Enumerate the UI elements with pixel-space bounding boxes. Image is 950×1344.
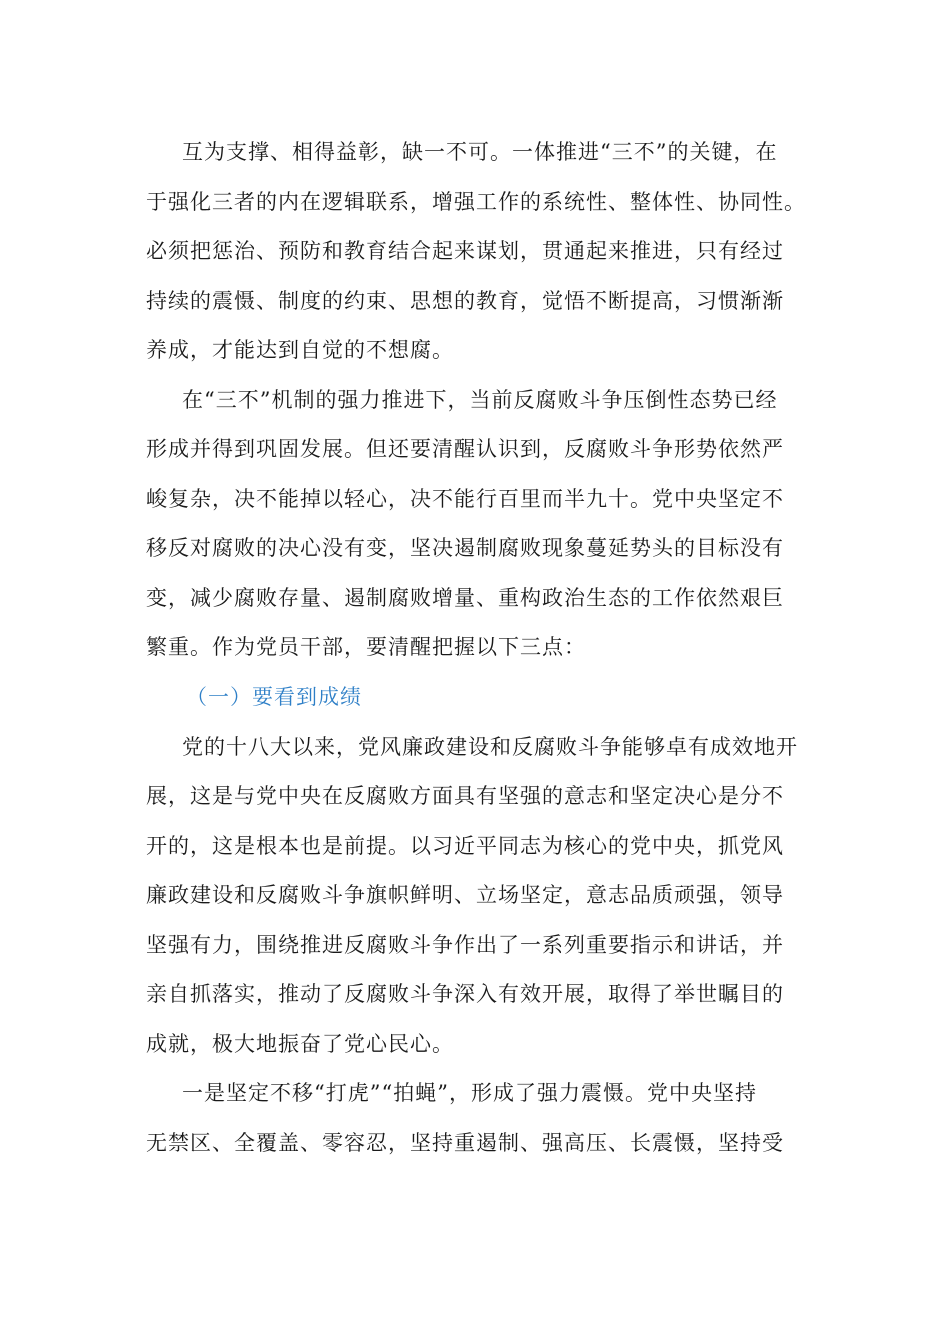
paragraph-line: 峻复杂，决不能掉以轻心，决不能行百里而半九十。党中央坚定不 [146, 487, 784, 511]
paragraph-line: 于强化三者的内在逻辑联系，增强工作的系统性、整体性、协同性。 [146, 190, 806, 214]
paragraph-line: 廉政建设和反腐败斗争旗帜鲜明、立场坚定，意志品质顽强，领导 [146, 883, 784, 907]
paragraph-line: 繁重。作为党员干部，要清醒把握以下三点： [146, 635, 586, 659]
paragraph-line: 持续的震慑、制度的约束、思想的教育，觉悟不断提高，习惯渐渐 [146, 289, 784, 313]
paragraph-line: 开的，这是根本也是前提。以习近平同志为核心的党中央，抓党风 [146, 834, 784, 858]
paragraph-line: 变，减少腐败存量、遏制腐败增量、重构政治生态的工作依然艰巨 [146, 586, 784, 610]
paragraph-line: 移反对腐败的决心没有变，坚决遏制腐败现象蔓延势头的目标没有 [146, 536, 784, 560]
paragraph-line: 成就，极大地振奋了党心民心。 [146, 1032, 454, 1056]
paragraph-line: 养成，才能达到自觉的不想腐。 [146, 338, 454, 362]
paragraph-line: 无禁区、全覆盖、零容忍，坚持重遏制、强高压、长震慑，坚持受 [146, 1131, 784, 1155]
paragraph-line: 亲自抓落实，推动了反腐败斗争深入有效开展，取得了举世瞩目的 [146, 982, 784, 1006]
paragraph-line: 互为支撑、相得益彰，缺一不可。一体推进“三不”的关键，在 [182, 140, 778, 164]
paragraph-line: 党的十八大以来，党风廉政建设和反腐败斗争能够卓有成效地开 [182, 735, 798, 759]
paragraph-line: 在“三不”机制的强力推进下，当前反腐败斗争压倒性态势已经 [182, 388, 778, 412]
section-heading: （一）要看到成绩 [186, 685, 362, 709]
paragraph-line: 必须把惩治、预防和教育结合起来谋划，贯通起来推进，只有经过 [146, 239, 784, 263]
paragraph-line: 展，这是与党中央在反腐败方面具有坚强的意志和坚定决心是分不 [146, 784, 784, 808]
paragraph-line: 形成并得到巩固发展。但还要清醒认识到，反腐败斗争形势依然严 [146, 437, 784, 461]
paragraph-line: 坚强有力，围绕推进反腐败斗争作出了一系列重要指示和讲话，并 [146, 933, 784, 957]
paragraph-line: 一是坚定不移“打虎”“拍蝇”，形成了强力震慑。党中央坚持 [182, 1081, 757, 1105]
